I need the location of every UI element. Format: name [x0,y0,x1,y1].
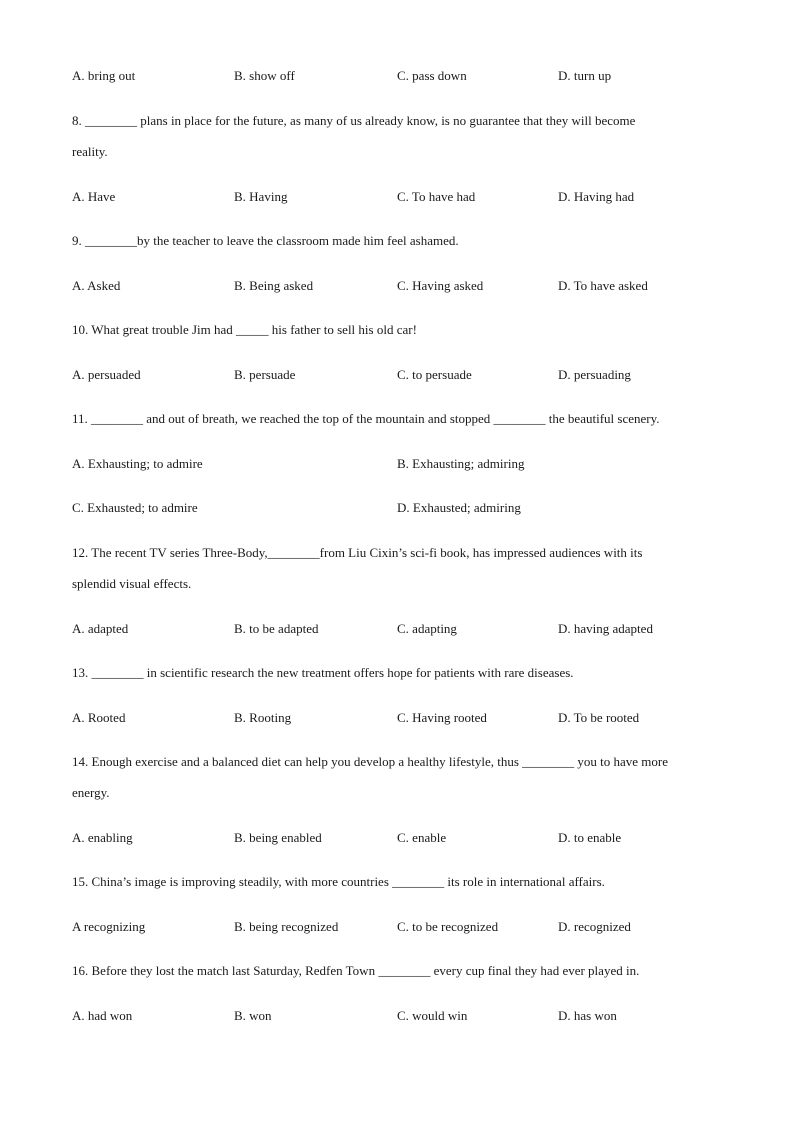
option-d: D. Having had [558,189,635,204]
option-a: A. Rooted [72,710,126,725]
option-a: A recognizing [72,919,146,934]
option-b: B. show off [234,68,295,83]
question-stem-continued: energy. [72,785,110,800]
option-a: A. enabling [72,830,133,845]
option-b: B. being enabled [234,830,322,845]
option-d: D. to enable [558,830,622,845]
question-stem: 12. The recent TV series Three-Body,________from Liu Cixin’s sci-fi book, has impressed audiences with its [72,545,643,560]
option-c: C. adapting [397,621,457,636]
question-stem: 14. Enough exercise and a balanced diet can help you develop a healthy lifestyle, thus ________ you to have more [72,754,669,769]
question-stem: 15. China’s image is improving steadily, with more countries ________ its role in international affairs. [72,874,605,889]
option-b: B. Rooting [234,710,292,725]
option-c: C. Having asked [397,278,484,293]
question-stem-continued: splendid visual effects. [72,576,192,591]
question-stem: 16. Before they lost the match last Saturday, Redfen Town ________ every cup final they had ever played in. [72,963,640,978]
option-a: A. persuaded [72,367,141,382]
option-c: C. Having rooted [397,710,487,725]
option-d: D. To be rooted [558,710,640,725]
option-d: D. Exhausted; admiring [397,500,521,515]
option-b: B. Being asked [234,278,314,293]
option-c: C. To have had [397,189,476,204]
question-stem: 9. ________by the teacher to leave the classroom made him feel ashamed. [72,233,459,248]
option-b: B. to be adapted [234,621,319,636]
option-d: D. turn up [558,68,612,83]
question-stem: 10. What great trouble Jim had _____ his father to sell his old car! [72,322,417,337]
option-a: A. Exhausting; to admire [72,456,203,471]
question-stem-continued: reality. [72,144,108,159]
option-a: A. Have [72,189,116,204]
option-d: D. has won [558,1008,617,1023]
option-a: A. adapted [72,621,129,636]
option-b: B. won [234,1008,272,1023]
option-c: C. enable [397,830,447,845]
option-d: D. recognized [558,919,631,934]
option-d: D. To have asked [558,278,648,293]
option-a: A. Asked [72,278,121,293]
question-stem: 8. ________ plans in place for the future, as many of us already know, is no guarantee that they will become [72,113,636,128]
option-b: B. persuade [234,367,296,382]
option-c: C. to persuade [397,367,472,382]
option-c: C. Exhausted; to admire [72,500,198,515]
option-c: C. would win [397,1008,468,1023]
option-a: A. had won [72,1008,133,1023]
option-d: D. persuading [558,367,631,382]
option-a: A. bring out [72,68,136,83]
option-b: B. Having [234,189,288,204]
option-d: D. having adapted [558,621,653,636]
option-b: B. Exhausting; admiring [397,456,525,471]
question-stem: 11. ________ and out of breath, we reached the top of the mountain and stopped ________ the beautiful scenery. [72,411,660,426]
option-b: B. being recognized [234,919,339,934]
question-stem: 13. ________ in scientific research the new treatment offers hope for patients with rare diseases. [72,665,574,680]
option-c: C. to be recognized [397,919,499,934]
option-c: C. pass down [397,68,467,83]
